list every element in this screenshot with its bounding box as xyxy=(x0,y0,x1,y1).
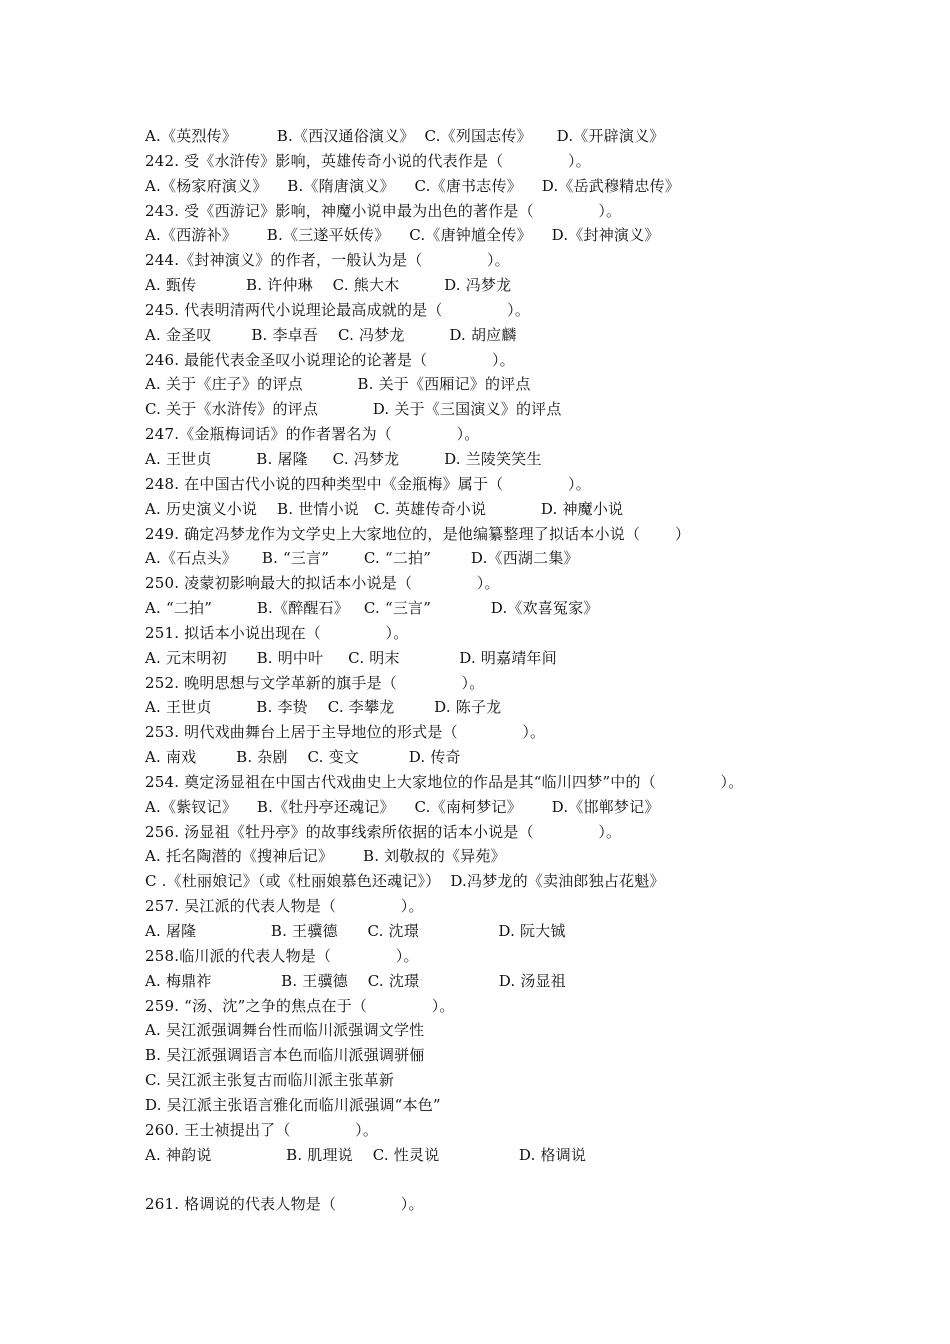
answer-options-245: A. 金圣叹 B. 李卓吾 C. 冯梦龙 D. 胡应麟 xyxy=(145,325,517,344)
answer-options-260: A. 神韵说 B. 肌理说 C. 性灵说 D. 格调说 xyxy=(145,1145,587,1164)
question-260: 260. 王士祯提出了（ ）。 xyxy=(145,1120,379,1139)
question-247: 247.《金瓶梅词话》的作者署名为（ ）。 xyxy=(145,425,480,444)
answer-options-246-cd: C. 关于《水浒传》的评点 D. 关于《三国演义》的评点 xyxy=(145,400,562,419)
answer-options-247: A. 王世贞 B. 屠隆 C. 冯梦龙 D. 兰陵笑笑生 xyxy=(145,449,542,468)
answer-options-248: A. 历史演义小说 B. 世情小说 C. 英雄传奇小说 D. 神魔小说 xyxy=(145,499,624,518)
question-259: 259. “汤、沈”之争的焦点在于（ ）。 xyxy=(145,996,455,1015)
question-257: 257. 吴江派的代表人物是（ ）。 xyxy=(145,897,424,916)
answer-options-241: A.《英烈传》 B.《西汉通俗演义》 C.《列国志传》 D.《开辟演义》 xyxy=(145,127,665,145)
question-242: 242. 受《水浒传》影响，英雄传奇小说的代表作是（ ）。 xyxy=(145,151,591,170)
answer-options-258: A. 梅鼎祚 B. 王骥德 C. 沈璟 D. 汤显祖 xyxy=(145,971,566,990)
answer-option-259-c: C. 吴江派主张复古而临川派主张革新 xyxy=(145,1071,395,1090)
answer-options-252: A. 王世贞 B. 李贽 C. 李攀龙 D. 陈子龙 xyxy=(145,698,502,717)
answer-option-259-d: D. 吴江派主张语言雅化而临川派强调“本色” xyxy=(145,1095,441,1114)
answer-options-250: A. “二拍” B.《醉醒石》 C. “三言” D.《欢喜冤家》 xyxy=(145,599,599,618)
question-246: 246. 最能代表金圣叹小说理论的论著是（ ）。 xyxy=(145,350,515,369)
question-list xyxy=(145,124,865,1217)
answer-options-249: A.《石点头》 B. “三言” C. “二拍” D.《西湖二集》 xyxy=(145,549,579,568)
answer-options-257: A. 屠隆 B. 王骥德 C. 沈璟 D. 阮大铖 xyxy=(145,922,566,940)
question-258: 258.临川派的代表人物是（ ）。 xyxy=(145,946,419,965)
answer-options-254: A.《紫钗记》 B.《牡丹亭还魂记》 C.《南柯梦记》 D.《邯郸梦记》 xyxy=(145,797,660,816)
answer-options-246-ab: A. 关于《庄子》的评点 B. 关于《西厢记》的评点 xyxy=(145,375,531,394)
answer-options-243: A.《西游补》 B.《三遂平妖传》 C.《唐钟馗全传》 D.《封神演义》 xyxy=(145,226,660,245)
question-245: 245. 代表明清两代小说理论最高成就的是（ ）。 xyxy=(145,300,531,319)
answer-option-259-a: A. 吴江派强调舞台性而临川派强调文学性 xyxy=(145,1021,425,1040)
question-250: 250. 凌蒙初影响最大的拟话本小说是（ ）。 xyxy=(145,574,500,593)
answer-options-251: A. 元末明初 B. 明中叶 C. 明末 D. 明嘉靖年间 xyxy=(145,648,557,667)
question-253: 253. 明代戏曲舞台上居于主导地位的形式是（ ）。 xyxy=(145,723,546,742)
question-252: 252. 晚明思想与文学革新的旗手是（ ）。 xyxy=(145,673,485,692)
question-251: 251. 拟话本小说出现在（ ）。 xyxy=(145,623,409,642)
answer-options-253: A. 南戏 B. 杂剧 C. 变文 D. 传奇 xyxy=(145,748,461,767)
answer-options-256-cd: C .《杜丽娘记》（或《杜丽娘慕色还魂记》） D.冯梦龙的《卖油郎独占花魁》 xyxy=(145,872,665,891)
answer-options-244: A. 甄传 B. 许仲琳 C. 熊大木 D. 冯梦龙 xyxy=(145,276,512,295)
question-244: 244.《封神演义》的作者，一般认为是（ ）。 xyxy=(145,251,510,270)
question-254: 254. 奠定汤显祖在中国古代戏曲史上大家地位的作品是其“临川四梦”中的（ ）。 xyxy=(145,772,744,791)
question-248: 248. 在中国古代小说的四种类型中《金瓶梅》属于（ ）。 xyxy=(145,474,591,493)
question-249: 249. 确定冯梦龙作为文学史上大家地位的，是他编纂整理了拟话本小说（ ） xyxy=(145,524,691,543)
question-256: 256. 汤显祖《牡丹亭》的故事线索所依据的话本小说是（ ）。 xyxy=(145,822,622,841)
answer-options-242: A.《杨家府演义》 B.《隋唐演义》 C.《唐书志传》 D.《岳武穆精忠传》 xyxy=(145,176,680,195)
answer-options-256-ab: A. 托名陶潜的《搜神后记》 B. 刘敬叔的《异苑》 xyxy=(145,847,506,866)
question-243: 243. 受《西游记》影响，神魔小说申最为出色的著作是（ ）。 xyxy=(145,201,622,220)
blank-line xyxy=(145,1167,865,1192)
question-261: 261. 格调说的代表人物是（ ）。 xyxy=(145,1195,424,1214)
answer-option-259-b: B. 吴江派强调语言本色而临川派强调骈俪 xyxy=(145,1046,425,1065)
